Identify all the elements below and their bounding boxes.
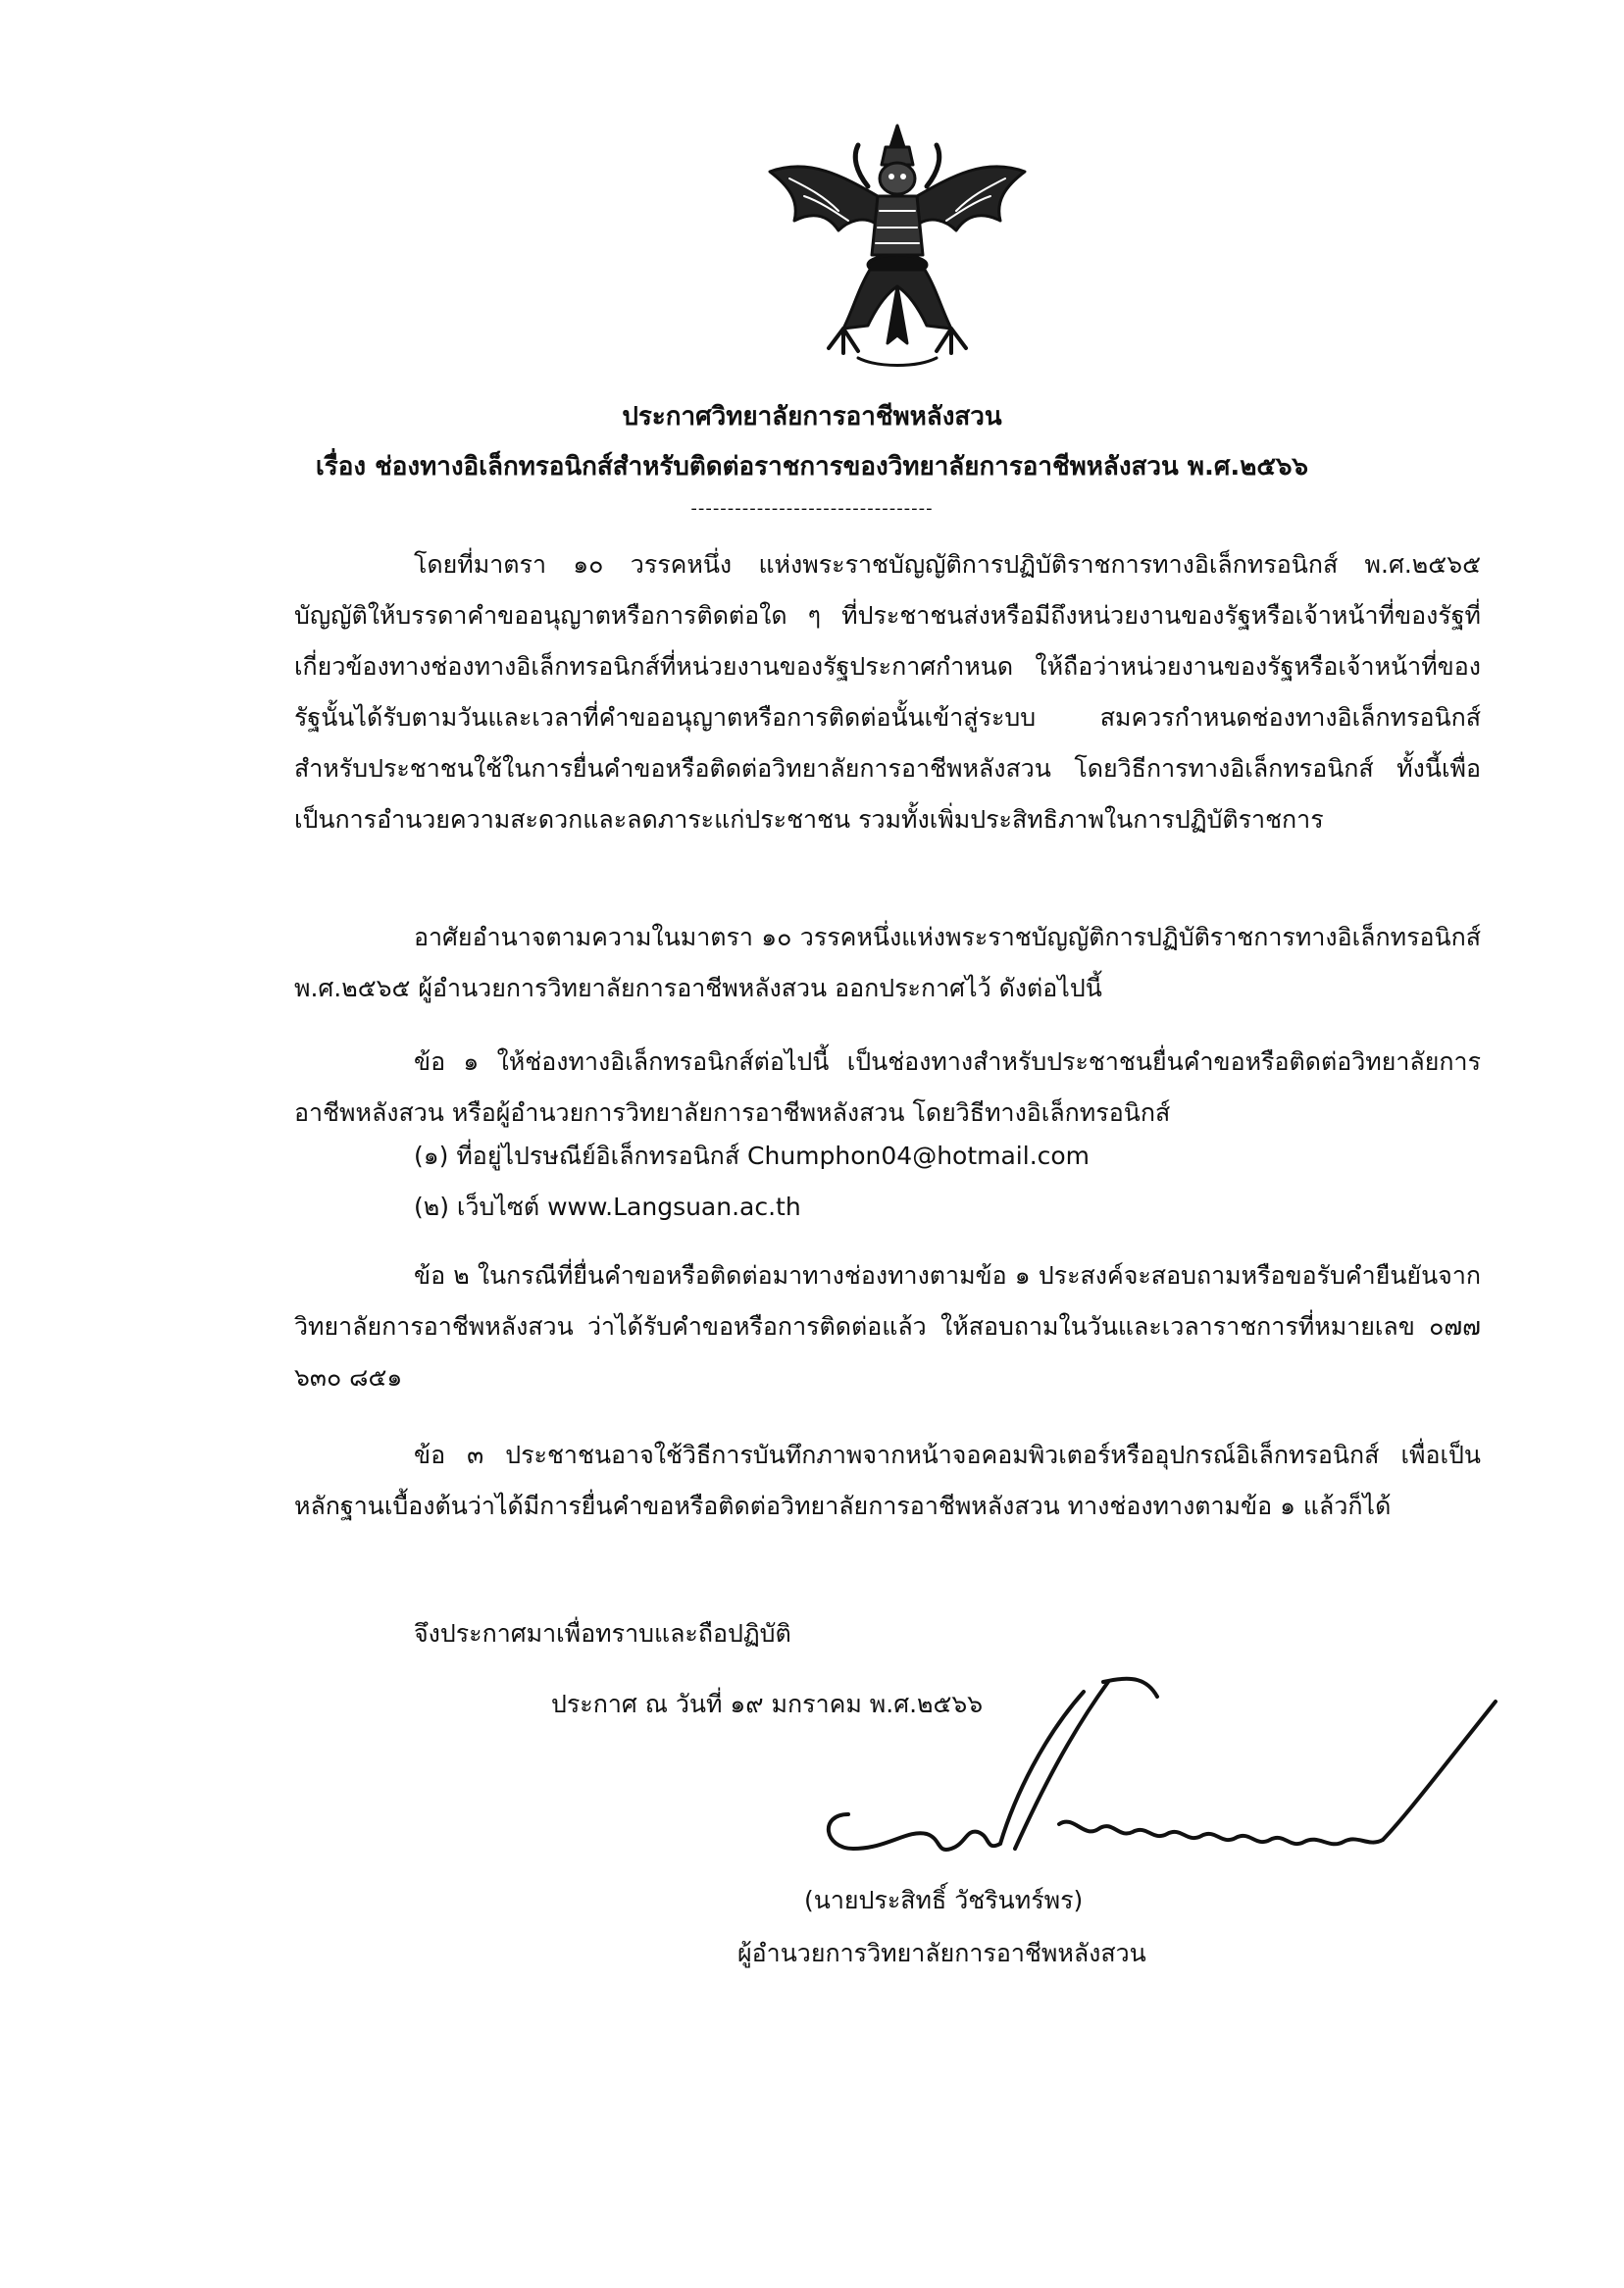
- garuda-emblem-icon: [750, 118, 1044, 373]
- paragraph-preamble: โดยที่มาตรา ๑๐ วรรคหนึ่ง แห่งพระราชบัญญัติการปฏิบัติราชการทางอิเล็กทรอนิกส์ พ.ศ.๒๕๖๕ บัญญัติให้บรรดาคำขออนุญาตหรือการติดต่อใด ๆ ที่ประชาชนส่งหรือมีถึงหน่วยงานของรัฐหรือเจ้าหน้าที่ของรัฐที่เกี่ยวข้องทางช่องทางอิเล็กทรอนิกส์ที่หน่วยงานของรัฐประกาศกำหนด ให้ถือว่าหน่วยงานของรัฐหรือเจ้าหน้าที่ของรัฐนั้นได้รับตามวันและเวลาที่คำขออนุญาตหรือการติดต่อนั้นเข้าสู่ระบบ สมควรกำหนดช่องทางอิเล็กทรอนิกส์สำหรับประชาชนใช้ในการยื่นคำขอหรือติดต่อวิทยาลัยการอาชีพหลังสวน โดยวิธีการทางอิเล็กทรอนิกส์ ทั้งนี้เพื่อเป็นการอำนวยความสะดวกและลดภาระแก่ประชาชน รวมทั้งเพิ่มประสิทธิภาพในการปฏิบัติราชการ: [294, 550, 1481, 834]
- signatory-position: ผู้อำนวยการวิทยาลัยการอาชีพหลังสวน: [737, 1939, 1146, 1967]
- title-divider: ---------------------------------: [690, 498, 934, 519]
- paragraph-clause-2: ข้อ ๒ ในกรณีที่ยื่นคำขอหรือติดต่อมาทางช่องทางตามข้อ ๑ ประสงค์จะสอบถามหรือขอรับคำยืนยันจากวิทยาลัยการอาชีพหลังสวน ว่าได้รับคำขอหรือการติดต่อแล้ว ให้สอบถามในวันและเวลาราชการที่หมายเลข ๐๗๗ ๖๓๐ ๘๕๑: [294, 1261, 1481, 1392]
- paragraph-clause-3: ข้อ ๓ ประชาชนอาจใช้วิธีการบันทึกภาพจากหน้าจอคอมพิวเตอร์หรืออุปกรณ์อิเล็กทรอนิกส์ เพื่อเป็นหลักฐานเบื้องต้นว่าได้มีการยื่นคำขอหรือติดต่อวิทยาลัยการอาชีพหลังสวน ทางช่องทางตามข้อ ๑ แล้วก็ได้: [294, 1441, 1481, 1520]
- channel-website: (๒) เว็บไซต์ www.Langsuan.ac.th: [414, 1193, 801, 1221]
- announcement-date: ประกาศ ณ วันที่ ๑๙ มกราคม พ.ศ.๒๕๖๖: [551, 1690, 984, 1718]
- paragraph-clause-1: ข้อ ๑ ให้ช่องทางอิเล็กทรอนิกส์ต่อไปนี้ เป็นช่องทางสำหรับประชาชนยื่นคำขอหรือติดต่อวิทยาลัยการอาชีพหลังสวน หรือผู้อำนวยการวิทยาลัยการอาชีพหลังสวน โดยวิธีทางอิเล็กทรอนิกส์: [294, 1047, 1481, 1127]
- paragraph-authority: อาศัยอำนาจตามความในมาตรา ๑๐ วรรคหนึ่งแห่งพระราชบัญญัติการปฏิบัติราชการทางอิเล็กทรอนิกส์ พ.ศ.๒๕๖๕ ผู้อำนวยการวิทยาลัยการอาชีพหลังสวน ออกประกาศไว้ ดังต่อไปนี้: [294, 923, 1481, 1002]
- channel-email: (๑) ที่อยู่ไปรษณีย์อิเล็กทรอนิกส์ Chumphon04@hotmail.com: [414, 1142, 1091, 1170]
- announcement-subject: เรื่อง ช่องทางอิเล็กทรอนิกส์สำหรับติดต่อราชการของวิทยาลัยการอาชีพหลังสวน พ.ศ.๒๕๖๖: [315, 452, 1309, 482]
- signatory-name: (นายประสิทธิ์ วัชรินทร์พร): [804, 1886, 1084, 1914]
- announcement-title: ประกาศวิทยาลัยการอาชีพหลังสวน: [622, 402, 1002, 432]
- closing-statement: จึงประกาศมาเพื่อทราบและถือปฏิบัติ: [414, 1619, 791, 1648]
